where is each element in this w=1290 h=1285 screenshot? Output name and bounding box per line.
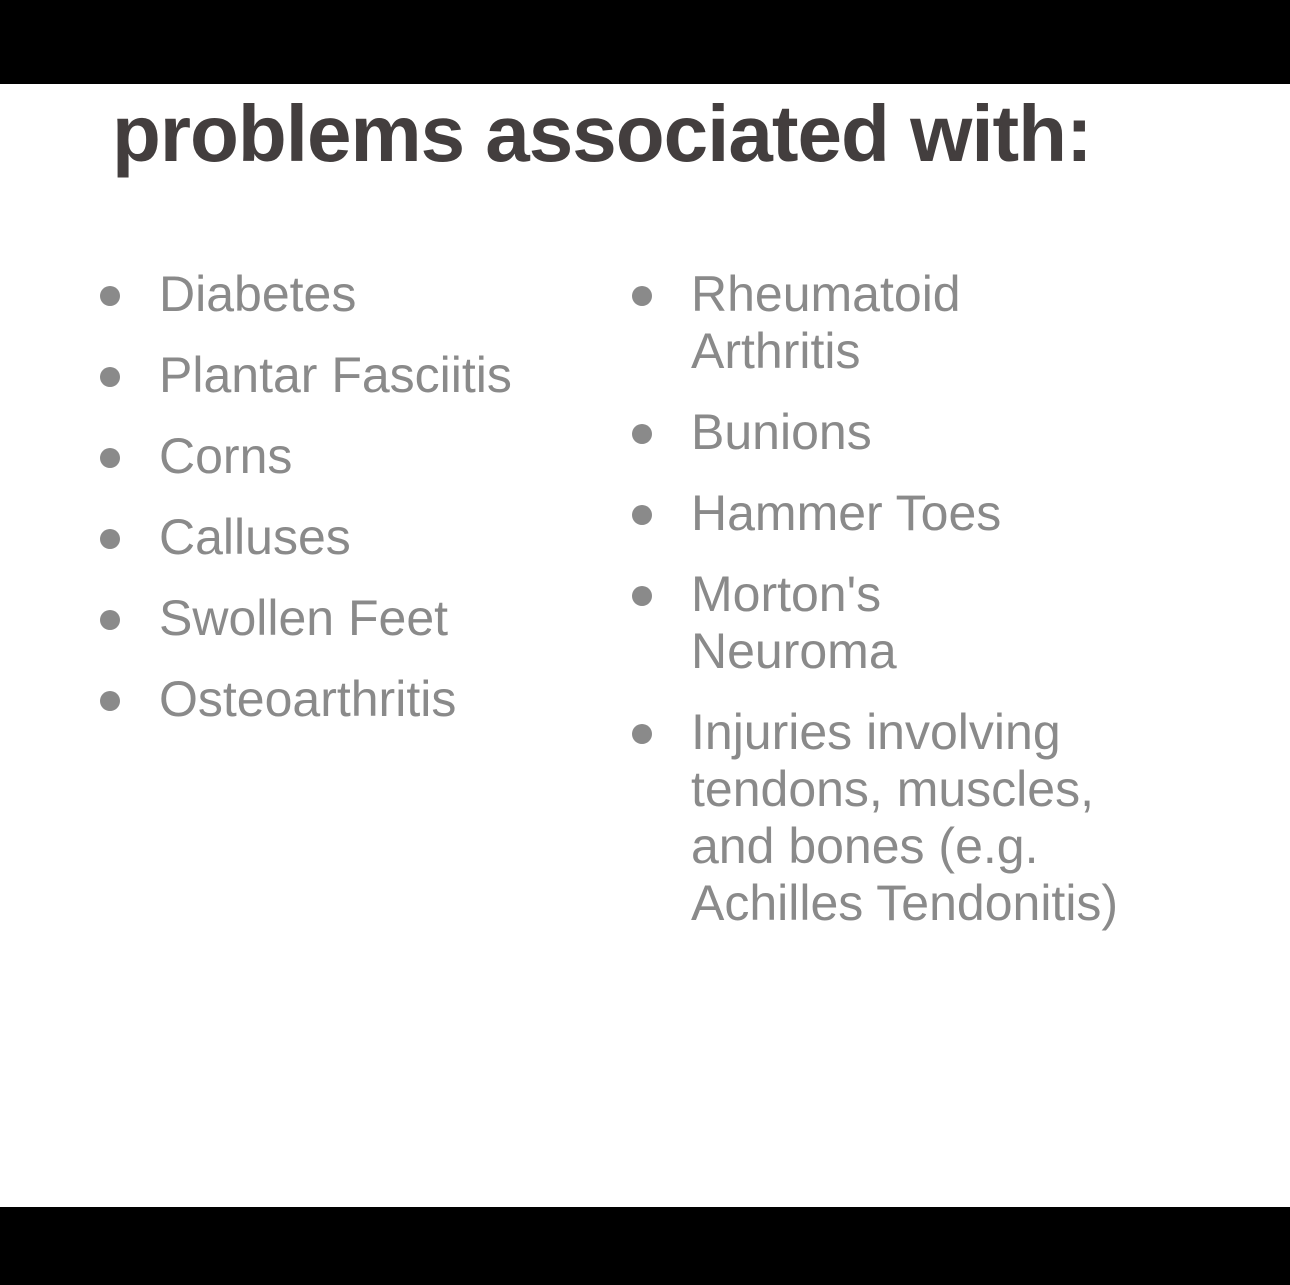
list-item-text: Osteoarthritis — [159, 671, 457, 727]
bullet-icon — [632, 286, 652, 306]
bottom-black-bar — [0, 1207, 1290, 1285]
list-item — [632, 704, 1191, 932]
bullet-icon — [100, 610, 120, 630]
list-item — [100, 671, 580, 728]
bullet-icon — [100, 529, 120, 549]
bullet-icon — [632, 424, 652, 444]
bullet-icon — [632, 724, 652, 744]
bullet-icon — [100, 367, 120, 387]
list-item — [632, 404, 1152, 461]
list-item-text: Swollen Feet — [159, 590, 449, 646]
list-item — [632, 566, 1021, 680]
list-item-text: Calluses — [159, 509, 351, 565]
list-item-text: Plantar Fasciitis — [159, 347, 512, 403]
bullet-icon — [632, 586, 652, 606]
right-bullet-list — [632, 266, 1152, 956]
slide-title: problems associated with: — [112, 89, 1092, 178]
bullet-icon — [100, 286, 120, 306]
list-item-text: Injuries involving tendons, muscles, and bones (e.g. Achilles Tendonitis) — [691, 704, 1119, 931]
list-item — [632, 266, 1071, 380]
list-item-text: Corns — [159, 428, 293, 484]
list-item-text: Morton's Neuroma — [691, 566, 897, 679]
list-item-text: Bunions — [691, 404, 872, 460]
list-item — [100, 266, 580, 323]
bullet-icon — [100, 448, 120, 468]
bullet-icon — [100, 691, 120, 711]
list-item — [100, 590, 580, 647]
list-item-text: Rheumatoid Arthritis — [691, 266, 961, 379]
list-item — [100, 428, 580, 485]
list-item — [100, 509, 580, 566]
top-black-bar — [0, 0, 1290, 84]
list-item — [632, 485, 1152, 542]
bullet-icon — [632, 505, 652, 525]
left-bullet-list — [100, 266, 580, 752]
list-item-text: Hammer Toes — [691, 485, 1002, 541]
list-item — [100, 347, 580, 404]
list-item-text: Diabetes — [159, 266, 357, 322]
